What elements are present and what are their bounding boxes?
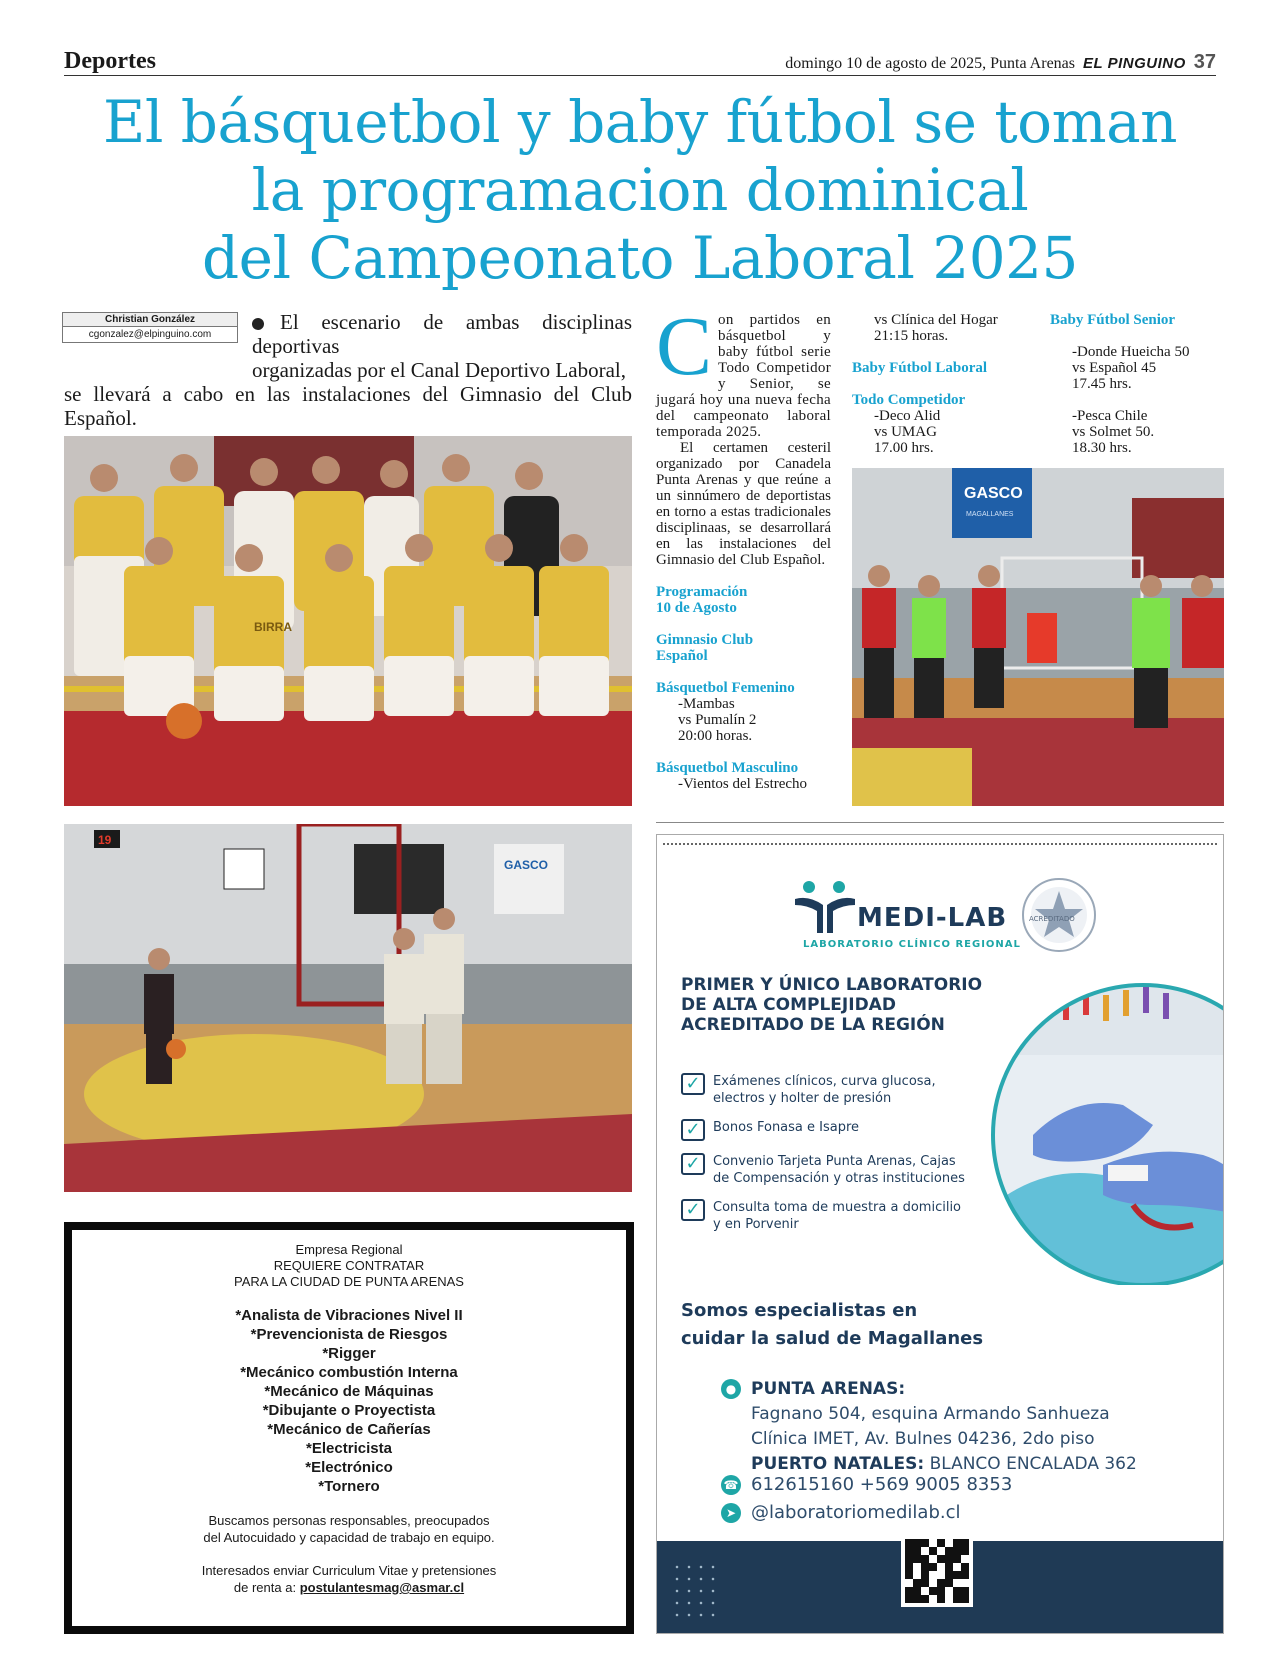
lead-line <box>252 310 632 358</box>
dotted-border <box>663 843 1217 847</box>
lead-line: se llevará a cabo en las instalaciones del Gimnasio del Club Español. <box>64 382 632 430</box>
shot-clock-text: 19 <box>98 833 112 847</box>
match-line: -Deco Alid <box>874 408 941 424</box>
team-photo <box>64 436 632 806</box>
article-lead <box>64 310 632 430</box>
programacion-heading: Programación <box>656 584 748 600</box>
headline-line: del Campeonato Laboral 2025 <box>202 224 1078 292</box>
venue-heading: Gimnasio Club <box>656 632 754 648</box>
service-item <box>681 1073 971 1107</box>
phone-line <box>721 1471 1012 1499</box>
article-column-1 <box>656 300 831 792</box>
section-name: Deportes <box>64 48 156 74</box>
location-city <box>721 1377 1137 1402</box>
job-position: *Electrónico <box>305 1459 393 1476</box>
page-number: 37 <box>1193 51 1216 73</box>
service-text: Exámenes clínicos, curva glucosa, electros y holter de presión <box>713 1074 936 1106</box>
address-line: Fagnano 504, esquina Armando Sanhueza <box>751 1404 1110 1424</box>
sponsor-text: GASCO <box>964 485 1023 502</box>
job-ad-line: PARA LA CIUDAD DE PUNTA ARENAS <box>234 1274 464 1289</box>
job-position: *Analista de Vibraciones Nivel II <box>235 1307 463 1324</box>
check-icon: ✓ <box>681 1153 705 1175</box>
job-position: *Mecánico de Máquinas <box>264 1383 434 1400</box>
job-ad-line: Empresa Regional <box>295 1242 403 1257</box>
match-line: 17.45 hrs. <box>1072 376 1132 392</box>
check-icon: ✓ <box>681 1199 705 1221</box>
job-position: *Mecánico combustión Interna <box>240 1364 458 1381</box>
paper-name: EL PINGUINO <box>1083 55 1186 72</box>
jersey-text: BIRRA <box>254 620 292 634</box>
job-position: *Tornero <box>318 1478 380 1495</box>
femenino-heading: Básquetbol Femenino <box>656 680 795 696</box>
lead-text: El escenario de ambas disciplinas deportivas <box>252 310 632 358</box>
job-ad-line: REQUIERE CONTRATAR <box>273 1258 425 1273</box>
tagline-line: PRIMER Y ÚNICO LABORATORIO <box>681 975 983 995</box>
social-handle[interactable]: @laboratoriomedilab.cl <box>751 1502 961 1523</box>
baby-futbol-senior-heading: Baby Fútbol Senior <box>1050 312 1176 328</box>
address-line: Clínica IMET, Av. Bulnes 04236, 2do piso <box>751 1429 1095 1449</box>
slogan-line: cuidar la salud de Magallanes <box>681 1328 984 1349</box>
cursor-icon: ➤ <box>721 1503 741 1523</box>
match-line: 17.00 hrs. <box>874 440 934 456</box>
sponsor-text-2: GASCO <box>504 858 549 872</box>
tagline-line: DE ALTA COMPLEJIDAD <box>681 995 896 1015</box>
job-ad <box>64 1222 634 1634</box>
medilab-slogan <box>681 1297 983 1353</box>
job-position: *Mecánico de Cañerías <box>267 1421 431 1438</box>
seal-text: ACREDITADO <box>1029 915 1075 923</box>
job-description <box>72 1512 626 1546</box>
medilab-subtitle: LABORATORIO CLÍNICO REGIONAL <box>803 939 1021 950</box>
lab-hands-image <box>953 965 1224 1285</box>
bullet-icon <box>252 318 264 330</box>
job-position: *Prevencionista de Riesgos <box>250 1326 448 1343</box>
job-email-link[interactable]: postulantesmag@asmar.cl <box>299 1580 465 1595</box>
job-text: Interesados enviar Curriculum Vitae y pretensiones <box>201 1563 497 1578</box>
header-right <box>785 51 1216 74</box>
todo-competidor-heading: Todo Competidor <box>852 392 966 408</box>
byline-email: cgonzalez@elpinguino.com <box>88 329 212 340</box>
match-line: vs UMAG <box>874 424 937 440</box>
programacion-date: 10 de Agosto <box>656 600 737 616</box>
job-apply <box>72 1562 626 1596</box>
venue-heading: Español <box>656 648 708 664</box>
sponsor-sub: MAGALLANES <box>966 511 1014 518</box>
match-line: vs Pumalín 2 <box>678 712 757 728</box>
city-name: PUNTA ARENAS: <box>751 1379 906 1399</box>
accreditation-seal-icon <box>1019 875 1099 955</box>
futsal-photo <box>852 468 1224 806</box>
tagline-line: ACREDITADO DE LA REGIÓN <box>681 1015 945 1035</box>
service-list <box>681 1073 971 1245</box>
divider <box>656 822 1224 823</box>
service-text: Convenio Tarjeta Punta Arenas, Cajas de Compensación y otras instituciones <box>713 1154 965 1186</box>
locations <box>721 1377 1137 1477</box>
paragraph: on partidos en básquetbol y baby fútbol serie Todo Competidor y Senior, se jugará hoy una nueva fecha del campeonato laboral temporada 2025. <box>656 312 831 440</box>
slogan-line: Somos especialistas en <box>681 1300 918 1321</box>
map-pin-icon: ● <box>721 1379 741 1399</box>
job-text-prefix: de renta a: <box>233 1580 300 1595</box>
job-position: *Dibujante o Proyectista <box>262 1402 436 1419</box>
page-header <box>64 48 1216 76</box>
medilab-brand: MEDI-LAB <box>857 903 1008 933</box>
match-line: -Mambas <box>678 696 735 712</box>
service-text: Bonos Fonasa e Isapre <box>713 1120 860 1135</box>
match-line: vs Solmet 50. <box>1072 424 1155 440</box>
dropcap: C <box>656 300 713 393</box>
match-line: vs Clínica del Hogar <box>874 312 998 328</box>
article-column-2 <box>852 312 1032 456</box>
contact-info <box>721 1471 1012 1527</box>
article-column-3 <box>1050 312 1225 456</box>
medilab-logo-icon <box>793 877 857 935</box>
dot-pattern <box>671 1561 721 1621</box>
medilab-ad <box>656 834 1224 1634</box>
match-line: 20:00 horas. <box>678 728 753 744</box>
job-text: del Autocuidado y capacidad de trabajo en equipo. <box>203 1530 495 1545</box>
match-line: -Pesca Chile <box>1072 408 1148 424</box>
check-icon: ✓ <box>681 1073 705 1095</box>
paragraph: El certamen cesteril organizado por Canadela Punta Arenas y que reúne a un sinnúmero de deportistas en torno a estas tradicionales disciplinaas, se desarrollará en las instalaciones del Gimnasio del Club Español. <box>656 440 831 568</box>
job-position: *Rigger <box>322 1345 376 1362</box>
check-icon: ✓ <box>681 1119 705 1141</box>
headline-line: la programacion dominical <box>251 156 1029 224</box>
service-item <box>681 1153 971 1187</box>
match-line: -Donde Hueicha 50 <box>1072 344 1190 360</box>
service-text: Consulta toma de muestra a domicilio y en Porvenir <box>713 1200 962 1232</box>
job-text: Buscamos personas responsables, preocupados <box>208 1513 490 1528</box>
match-line: 21:15 horas. <box>874 328 949 344</box>
headline <box>64 88 1216 292</box>
phone-icon: ☎ <box>721 1475 741 1495</box>
match-line: -Vientos del Estrecho <box>678 776 808 792</box>
job-position: *Electricista <box>306 1440 392 1457</box>
basketball-photo <box>64 824 632 1192</box>
masculino-heading: Básquetbol Masculino <box>656 760 799 776</box>
job-text <box>72 1579 626 1596</box>
social-line <box>721 1499 1012 1527</box>
service-item <box>681 1199 971 1233</box>
headline-line: El básquetbol y baby fútbol se toman <box>102 88 1178 156</box>
city-name: PUERTO NATALES: <box>751 1454 925 1474</box>
service-item <box>681 1119 971 1141</box>
qr-code-icon[interactable] <box>901 1535 973 1607</box>
lead-line: organizadas por el Canal Deportivo Laboral, <box>252 358 626 382</box>
address-line: BLANCO ENCALADA 362 <box>929 1454 1137 1474</box>
match-line: 18.30 hrs. <box>1072 440 1132 456</box>
baby-futbol-laboral-heading: Baby Fútbol Laboral <box>852 360 988 376</box>
date-line: domingo 10 de agosto de 2025, Punta Arenas <box>785 55 1075 72</box>
match-line: vs Español 45 <box>1072 360 1157 376</box>
job-positions <box>72 1306 626 1496</box>
medilab-tagline <box>681 975 982 1035</box>
phone-numbers[interactable]: 612615160 +569 9005 8353 <box>751 1474 1013 1495</box>
byline-name: Christian González <box>63 313 237 327</box>
